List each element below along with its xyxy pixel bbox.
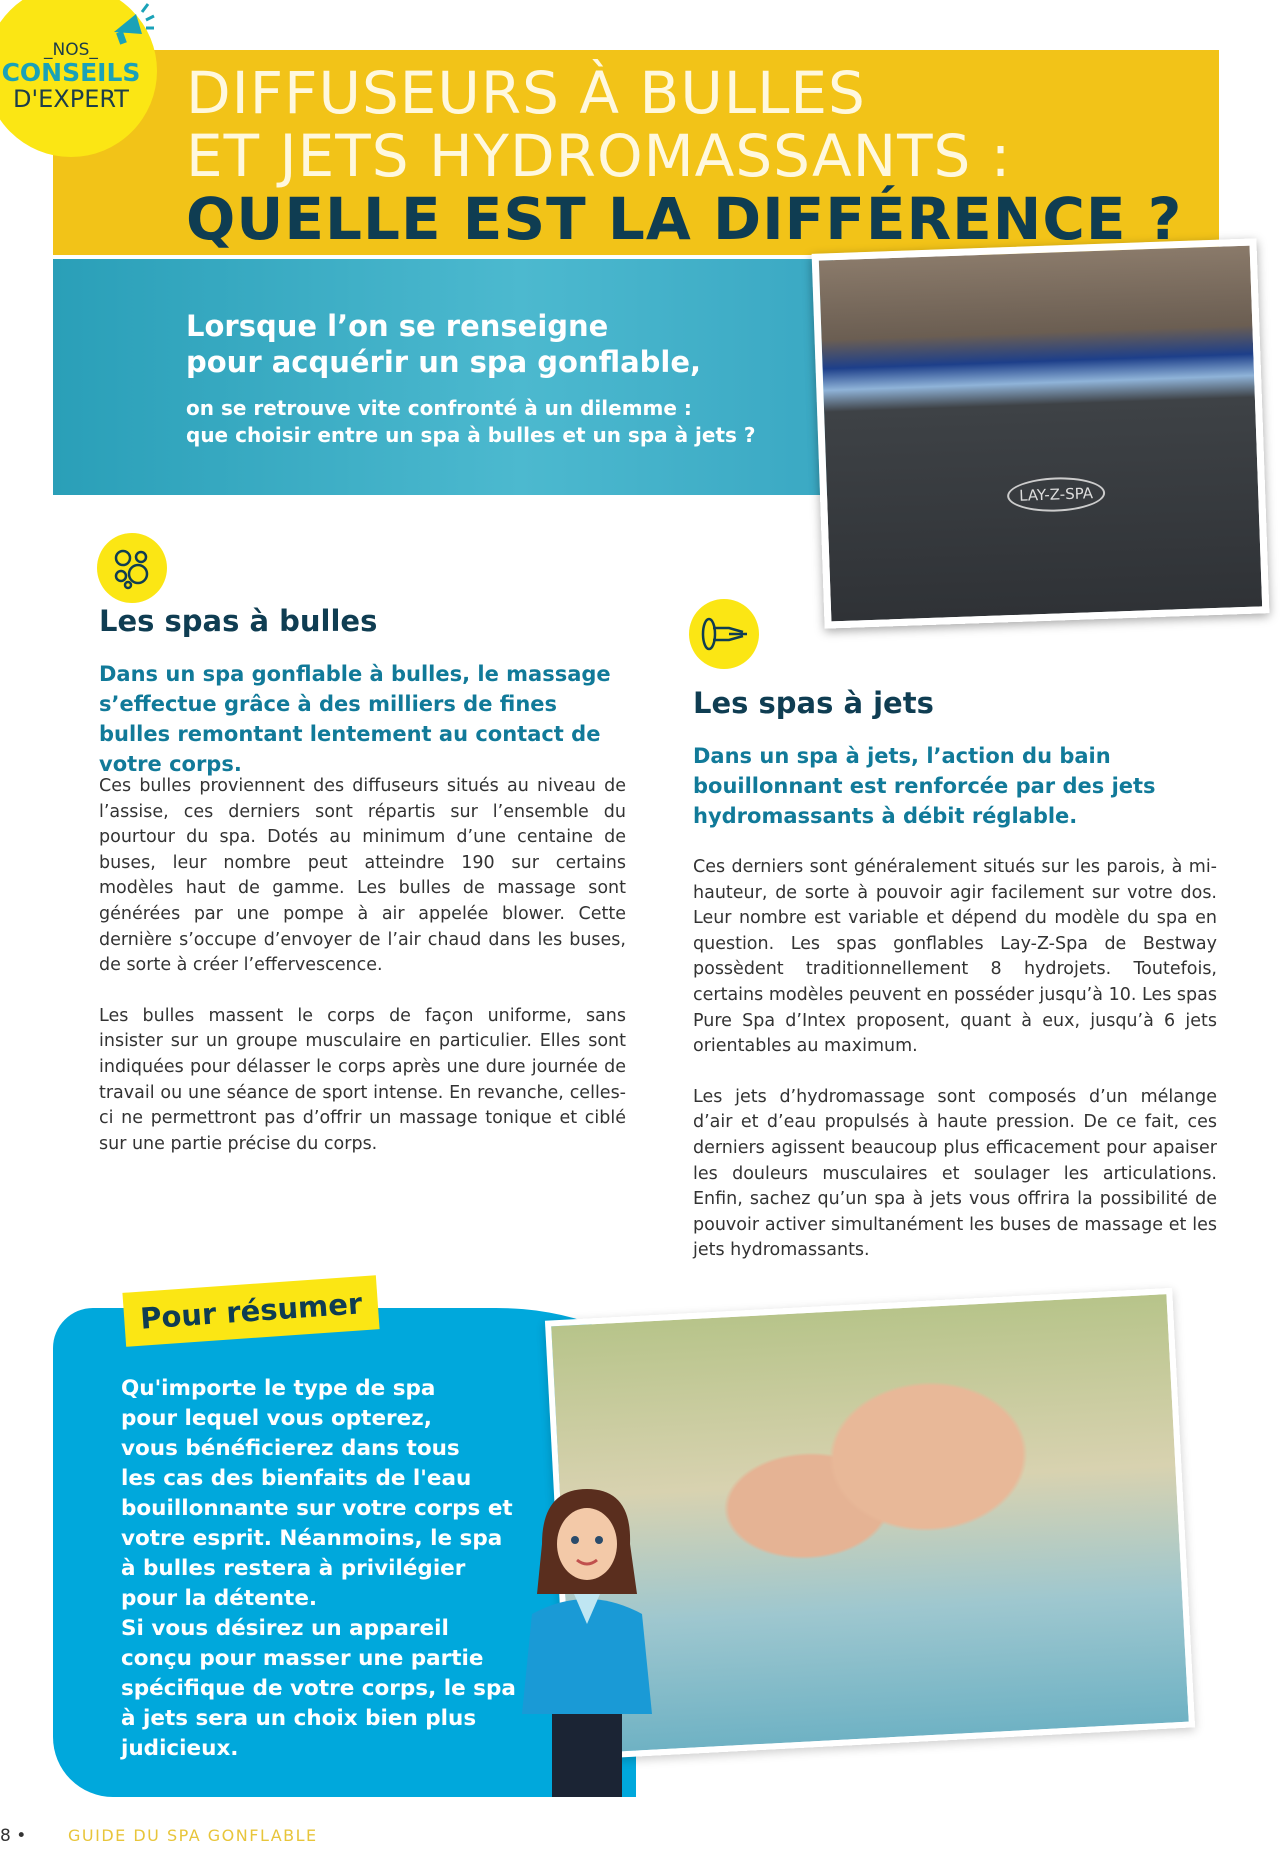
summary-line: bouillonnante sur votre corps et [121,1496,513,1521]
decorative-wave [0,255,60,505]
title-line-3: QUELLE EST LA DIFFÉRENCE ? [186,185,1183,253]
jets-body [693,855,1217,1264]
bubbles-heading: Les spas à bulles [99,604,378,638]
bubbles-lead: Dans un spa gonflable à bulles, le massage s’effectue grâce à des milliers de fines bulles remontant lentement au contact de votre corps. [99,662,611,776]
bubbles-paragraph-1: Ces bulles proviennent des diffuseurs situés au niveau de l’assise, ces derniers sont répartis sur l’ensemble du pourtour du spa. Dotés au minimum d’une centaine de buses, leur nombre peut atteindre 190 sur certains modèles haut de gamme. Les bulles de massage sont générées par une pompe à air appelée blower. Cette dernière s’occupe d’envoyer de l’air chaud dans les buses, de sorte à créer l’effervescence. [99,776,626,976]
title-line-1: DIFFUSEURS À BULLES [186,59,866,127]
spa-logo: LAY-Z-SPA [1007,476,1106,513]
badge-conseils: CONSEILS [1,58,141,87]
bubbles-icon [97,533,167,603]
megaphone-icon [108,2,156,50]
inflatable-spa-photo [812,238,1270,628]
summary-line: pour lequel vous opterez, [121,1406,432,1431]
jets-lead: Dans un spa à jets, l’action du bain bouillonnant est renforcée par des jets hydromassants à débit réglable. [693,744,1156,828]
summary-line: votre esprit. Néanmoins, le spa [121,1526,503,1551]
summary-text [121,1374,516,1764]
jets-paragraph-2: Les jets d’hydromassage sont composés d’un mélange d’air et d’eau propulsés à haute pression. De ce fait, ces derniers agissent beaucoup plus efficacement pour apaiser les douleurs musculaires et soulager les articulations. Enfin, sachez qu’un spa à jets vous offrira la possibilité de pouvoir activer simultanément les buses de massage et les jets hydromassants. [693,1086,1217,1261]
summary-line: Si vous désirez un appareil [121,1616,449,1641]
intro-sub-1: on se retrouve vite confronté à un dilemme : [186,396,692,420]
summary-line: à jets sera un choix bien plus [121,1706,477,1731]
intro-headline-2: pour acquérir un spa gonflable, [186,345,702,379]
summary-line: vous bénéficierez dans tous [121,1436,460,1461]
summary-line: à bulles restera à privilégier [121,1556,466,1581]
summary-line: Qu'importe le type de spa [121,1376,436,1401]
summary-line: conçu pour masser une partie [121,1646,484,1671]
jets-paragraph-1: Ces derniers sont généralement situés sur les parois, à mi-hauteur, de sorte à pouvoir agir facilement sur votre dos. Leur nombre est variable et dépend du modèle du spa en question. Les spas gonflables Lay-Z-Spa de Bestway possèdent traditionnellement 8 hydrojets. Toutefois, certains modèles peuvent en posséder jusqu’à 10. Les spas Pure Spa d’Intex proposent, quant à eux, jusqu’à 6 jets orientables au maximum. [693,857,1217,1057]
jets-heading: Les spas à jets [693,686,934,720]
footer-guide-title: GUIDE DU SPA GONFLABLE [68,1826,318,1845]
summary-line: les cas des bienfaits de l'eau [121,1466,472,1491]
bubbles-paragraph-2: Les bulles massent le corps de façon uniforme, sans insister sur un groupe musculaire en particulier. Elles sont indiquées pour délasser le corps après une dure journée de travail ou une séance de sport intense. En revanche, celles-ci ne permettront pas d’offrir un massage tonique et ciblé sur une partie précise du corps. [99,1005,626,1154]
bubbles-body [99,774,626,1157]
page-number: 8 • [0,1826,27,1846]
intro-headline [186,308,701,380]
intro-sub-2: que choisir entre un spa à bulles et un spa à jets ? [186,423,756,447]
jet-nozzle-icon [689,599,759,669]
badge-nos: _NOS_ [44,40,98,60]
summary-tag: Pour résumer [122,1275,379,1347]
intro-headline-1: Lorsque l’on se renseigne [186,309,609,343]
summary-line: spécifique de votre corps, le spa [121,1676,516,1701]
expert-character-illustration [512,1484,662,1797]
title-line-2: ET JETS HYDROMASSANTS : [186,122,1012,190]
summary-line: judicieux. [121,1736,239,1761]
intro-subtext [186,395,756,449]
summary-line: pour la détente. [121,1586,318,1611]
badge-expert: D'EXPERT [13,85,129,113]
